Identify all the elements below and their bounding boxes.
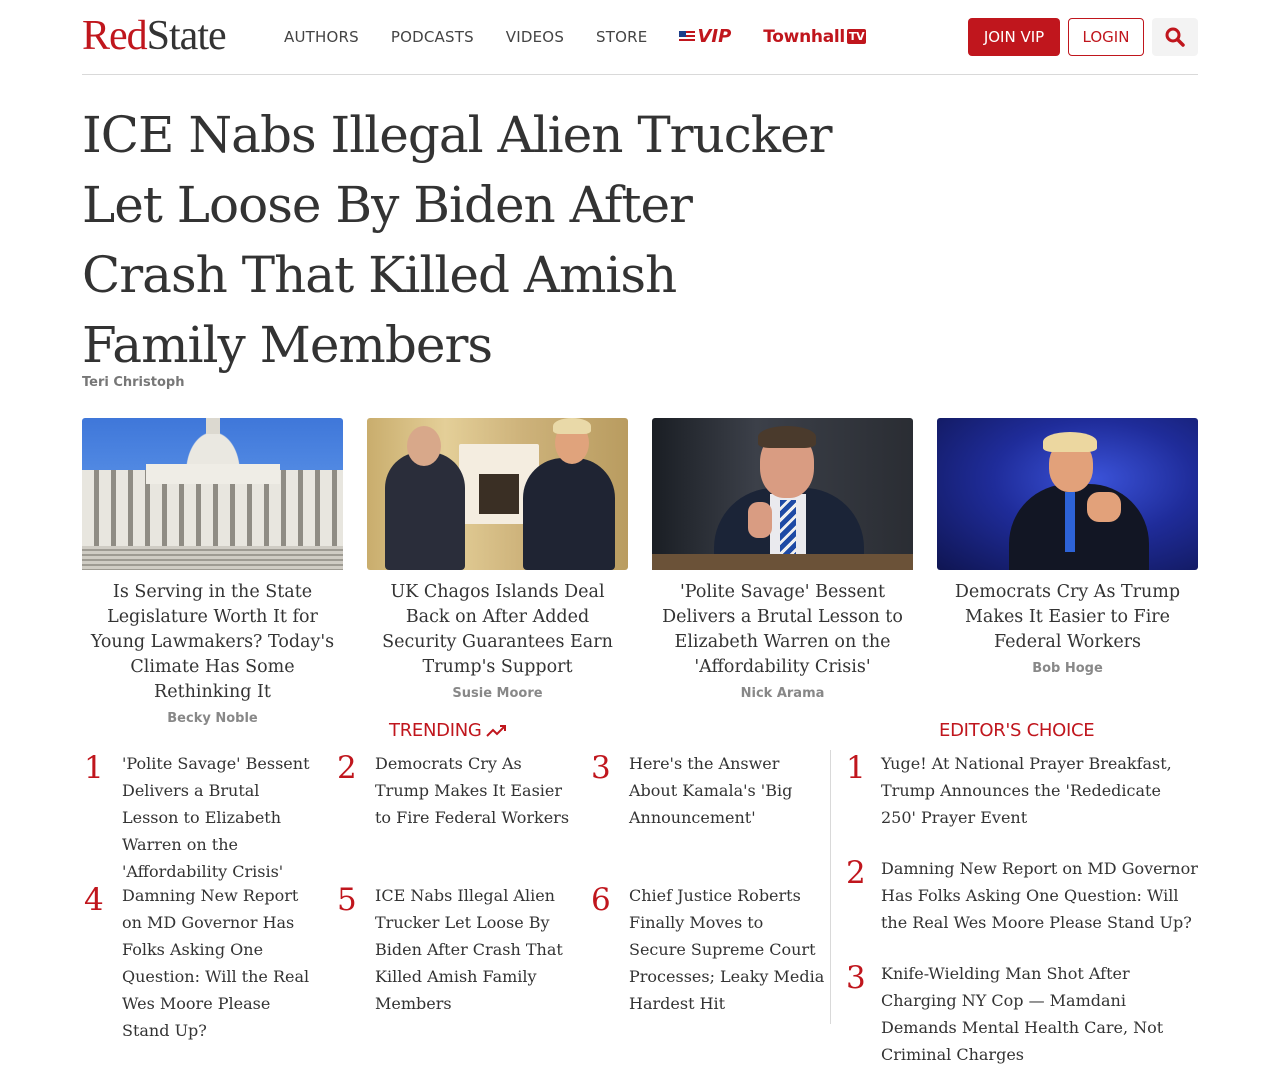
trending-rank: 2 (337, 750, 357, 786)
lead-author[interactable]: Teri Christoph (82, 375, 185, 390)
site-logo[interactable] (82, 14, 226, 58)
editors-choice-link[interactable]: Knife-Wielding Man Shot After Charging NY Cop — Mamdani Demands Mental Health Care, Not Criminal Charges (881, 964, 1164, 1064)
story-image-hearing[interactable] (652, 418, 913, 570)
lead-headline[interactable]: ICE Nabs Illegal Alien Trucker Let Loose By Biden After Crash That Killed Amish Family Members (82, 106, 832, 374)
editors-choice-rank: 2 (846, 855, 866, 891)
trending-link[interactable]: 'Polite Savage' Bessent Delivers a Brutal Lesson to Elizabeth Warren on the 'Affordability Crisis' (122, 754, 310, 881)
search-button[interactable] (1152, 18, 1198, 56)
logo-dark-text: State (146, 13, 226, 59)
story-author[interactable]: Bob Hoge (1032, 661, 1103, 676)
story-title[interactable]: Is Serving in the State Legislature Worth It for Young Lawmakers? Today's Climate Has Some Rethinking It (90, 582, 335, 702)
trending-up-icon (486, 724, 508, 738)
trending-link[interactable]: Chief Justice Roberts Finally Moves to Secure Supreme Court Processes; Leaky Media Hardest Hit (629, 886, 825, 1013)
nav-vip[interactable] (679, 26, 731, 47)
nav-authors[interactable]: AUTHORS (284, 27, 359, 46)
trending-heading (389, 720, 508, 741)
trending-rank: 3 (591, 750, 611, 786)
trending-rank: 6 (591, 882, 611, 918)
story-image-stage[interactable] (937, 418, 1198, 570)
story-card[interactable] (652, 418, 913, 726)
editors-choice-rank: 3 (846, 960, 866, 996)
trending-rank: 1 (84, 750, 104, 786)
editors-choice-link[interactable]: Damning New Report on MD Governor Has Folks Asking One Question: Will the Real Wes Moore Please Stand Up? (881, 859, 1198, 932)
trending-link[interactable]: ICE Nabs Illegal Alien Trucker Let Loose By Biden After Crash That Killed Amish Family Members (375, 886, 563, 1013)
townhall-label: Townhall (763, 26, 845, 47)
trending-link[interactable]: Democrats Cry As Trump Makes It Easier to Fire Federal Workers (375, 754, 570, 827)
story-cards (82, 418, 1198, 726)
flag-icon (679, 31, 695, 42)
story-title[interactable]: 'Polite Savage' Bessent Delivers a Brutal Lesson to Elizabeth Warren on the 'Affordability Crisis' (662, 582, 903, 677)
editors-choice-rank: 1 (846, 750, 866, 786)
story-image-capitol[interactable] (82, 418, 343, 570)
nav-podcasts[interactable]: PODCASTS (390, 27, 474, 46)
editors-choice-link[interactable]: Yuge! At National Prayer Breakfast, Trump Announces the 'Rededicate 250' Prayer Event (881, 754, 1172, 827)
trending-link[interactable]: Damning New Report on MD Governor Has Folks Asking One Question: Will the Real Wes Moore Please Stand Up? (122, 886, 310, 1040)
nav-townhall-tv[interactable] (763, 27, 866, 47)
trending-rank: 4 (84, 882, 104, 918)
story-author[interactable]: Nick Arama (740, 686, 825, 701)
nav-store[interactable]: STORE (596, 27, 648, 46)
story-title[interactable]: Democrats Cry As Trump Makes It Easier to Fire Federal Workers (954, 582, 1181, 652)
main-nav (284, 26, 866, 47)
story-image-oval-office[interactable] (367, 418, 628, 570)
tv-badge: TV (848, 30, 865, 43)
nav-videos[interactable]: VIDEOS (505, 27, 565, 46)
join-vip-button[interactable]: JOIN VIP (968, 18, 1060, 56)
trending-rank: 5 (337, 882, 357, 918)
logo-red-text: Red (82, 13, 147, 59)
column-divider (830, 750, 831, 1024)
search-icon (1165, 27, 1185, 47)
vip-label: VIP (697, 26, 732, 47)
story-card[interactable] (82, 418, 343, 726)
site-header (82, 0, 1198, 75)
story-card[interactable] (937, 418, 1198, 726)
story-card[interactable] (367, 418, 628, 726)
story-author[interactable]: Becky Noble (167, 711, 258, 726)
login-button[interactable]: LOGIN (1068, 18, 1144, 56)
editors-choice-heading: EDITOR'S CHOICE (939, 720, 1095, 741)
trending-link[interactable]: Here's the Answer About Kamala's 'Big Announcement' (629, 754, 793, 827)
trending-label: TRENDING (389, 720, 482, 741)
story-title[interactable]: UK Chagos Islands Deal Back on After Added Security Guarantees Earn Trump's Support (382, 582, 613, 677)
story-author[interactable]: Susie Moore (452, 686, 543, 701)
